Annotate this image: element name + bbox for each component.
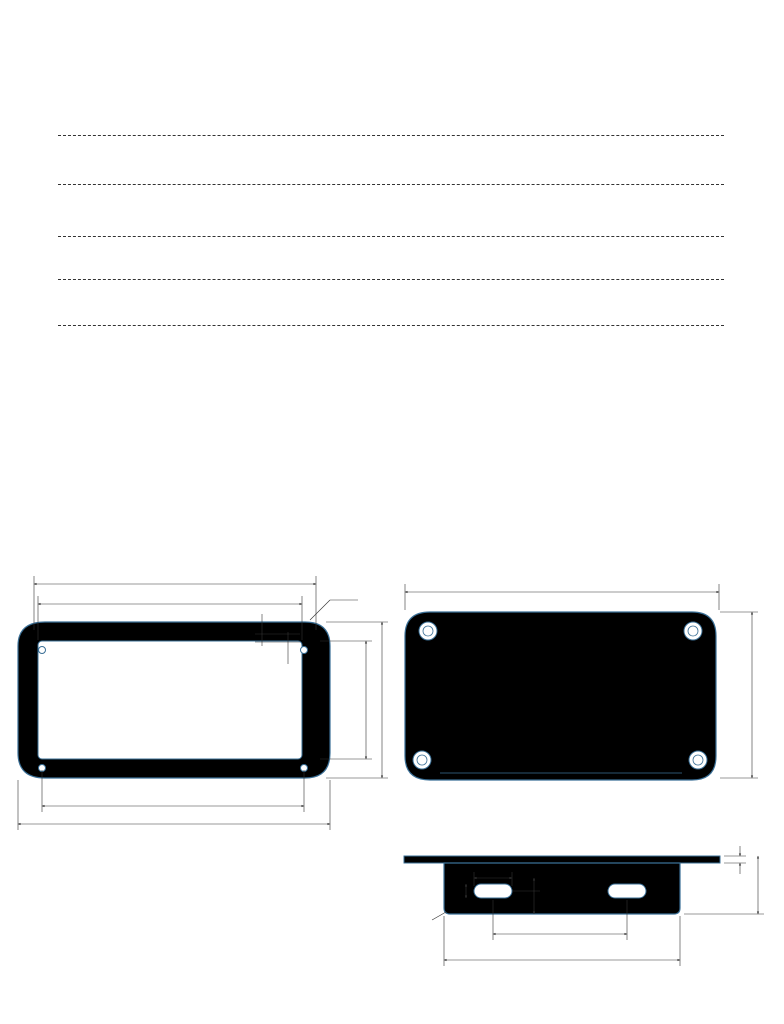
mounting-hole bbox=[413, 751, 431, 769]
screw-hole bbox=[301, 647, 308, 654]
divider bbox=[58, 184, 724, 185]
mounting-hole bbox=[419, 622, 437, 640]
bracket-view bbox=[404, 846, 764, 966]
divider bbox=[58, 236, 724, 237]
profile-view bbox=[18, 576, 388, 830]
profile-cavity bbox=[38, 641, 302, 759]
slot-hole bbox=[608, 884, 646, 898]
divider bbox=[58, 325, 724, 326]
bracket-flange bbox=[404, 856, 720, 863]
divider bbox=[58, 135, 724, 136]
mounting-hole bbox=[684, 622, 702, 640]
screw-hole bbox=[39, 647, 46, 654]
end-panel-body bbox=[405, 612, 716, 780]
slot-hole bbox=[474, 884, 512, 898]
end-panel-view bbox=[405, 584, 758, 780]
technical-drawing bbox=[0, 560, 784, 990]
divider bbox=[58, 279, 724, 280]
mounting-hole bbox=[689, 751, 707, 769]
